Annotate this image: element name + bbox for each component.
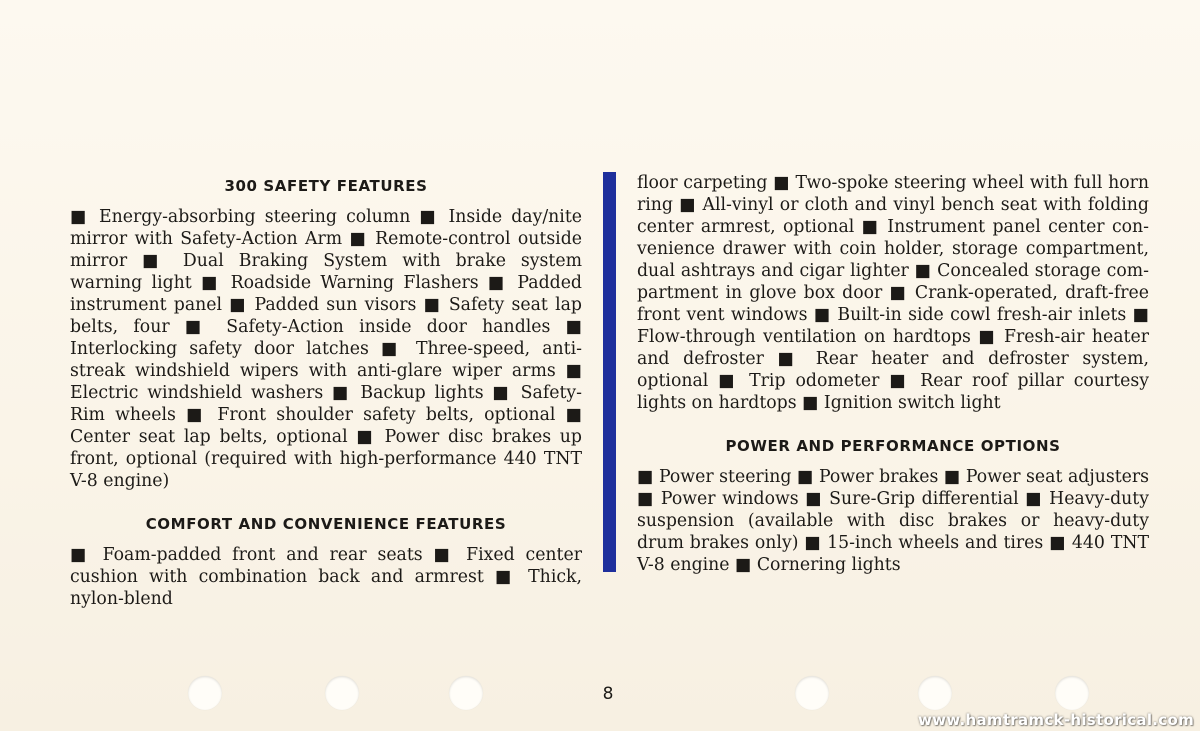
right-column: [637, 172, 1149, 576]
comfort-features-continued-text: floor carpeting ■ Two-spoke steering wheel with full horn ring ■ All-vinyl or cloth and vinyl bench seat with folding center armrest, optional ■ Instrument panel center convenience drawer with coin holder, storage compartment, dual ashtrays and cigar lighter ■ Concealed storage compartment in glove box door ■ Crank-operated, draft-free front vent windows ■ Built-in side cowl fresh-air inlets ■ Flow-through ventilation on hardtops ■ Fresh-air heater and defroster ■ Rear heater and defroster system, optional ■ Trip odometer ■ Rear roof pillar courtesy lights on hardtops ■ Ignition switch light: [637, 173, 1149, 413]
binder-hole: [188, 676, 222, 710]
section-spacer: [70, 492, 582, 514]
left-column: [70, 172, 582, 610]
comfort-features-heading: COMFORT AND CONVENIENCE FEATURES: [145, 515, 507, 533]
power-options-heading: POWER AND PERFORMANCE OPTIONS: [725, 437, 1061, 455]
binder-hole: [325, 676, 359, 710]
comfort-features-text: ■ Foam-padded front and rear seats ■ Fixed center cushion with combination back and armrest ■ Thick, nylon-blend: [70, 545, 582, 609]
site-watermark: www.hamtramck-historical.com: [918, 711, 1194, 729]
safety-features-heading: 300 SAFETY FEATURES: [224, 177, 428, 195]
section-spacer: [637, 414, 1149, 436]
blue-column-rule: [603, 172, 616, 572]
binder-hole: [918, 676, 952, 710]
binder-hole: [795, 676, 829, 710]
page-number: 8: [602, 684, 614, 704]
safety-features-text: ■ Energy-absorbing steering column ■ Inside day/nite mirror with Safety-Action Arm ■ Remote-control outside mirror ■ Dual Braking System with brake system warning light ■ Roadside Warning Flashers ■ Padded instrument panel ■ Padded sun visors ■ Safety seat lap belts, four ■ Safety-Action inside door handles ■ Interlocking safety door latches ■ Three-speed, anti-streak windshield wipers with anti-glare wiper arms ■ Electric windshield washers ■ Backup lights ■ Safety-Rim wheels ■ Front shoulder safety belts, optional ■ Center seat lap belts, optional ■ Power disc brakes up front, optional (required with high-performance 440 TNT V-8 engine): [70, 207, 582, 491]
binder-hole: [1055, 676, 1089, 710]
power-options-text: ■ Power steering ■ Power brakes ■ Power seat adjusters ■ Power windows ■ Sure-Grip differential ■ Heavy-duty suspension (available with disc brakes or heavy-duty drum brakes only) ■ 15-inch wheels and tires ■ 440 TNT V-8 engine ■ Cornering lights: [637, 467, 1149, 575]
binder-hole: [449, 676, 483, 710]
